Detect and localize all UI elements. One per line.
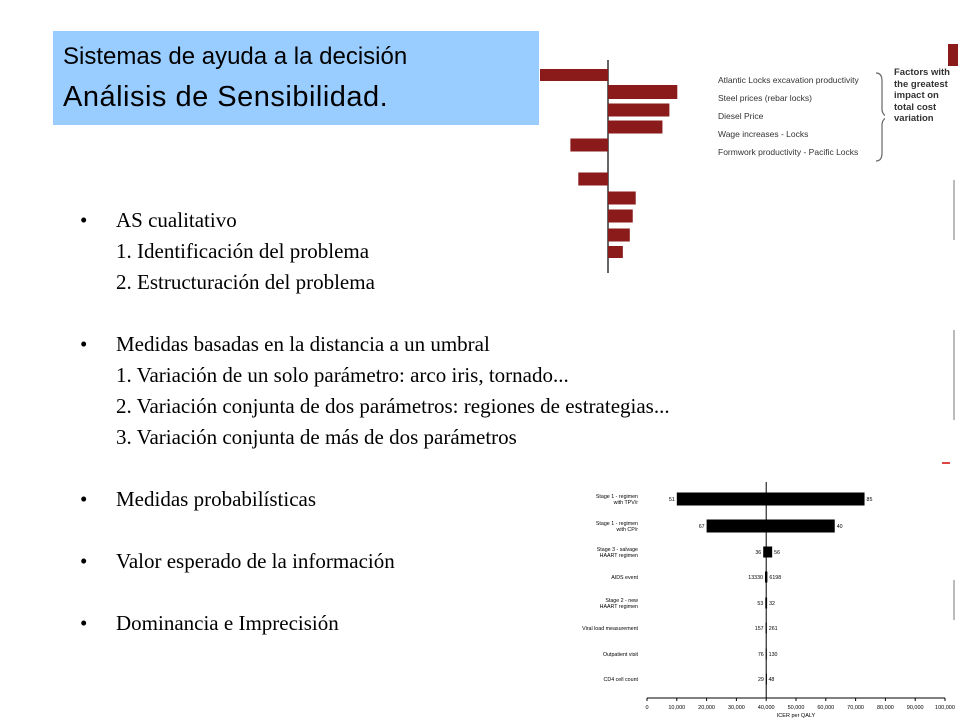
- low-value-label: 36: [755, 550, 762, 556]
- category-label: Outpatient visit: [602, 652, 638, 658]
- legend-item: Wage increases - Locks: [718, 129, 809, 139]
- bullet-symbol: •: [80, 487, 88, 511]
- slide-title: Sistemas de ayuda a la decisión: [63, 43, 408, 70]
- bullet-item: • AS cualitativo: [80, 205, 670, 236]
- tornado-chart-bottom: [535, 478, 955, 720]
- high-value-label: 85: [866, 497, 873, 503]
- tornado-bar: [578, 173, 608, 186]
- legend-item: Formwork productivity - Pacific Locks: [718, 147, 859, 157]
- high-value-label: 6198: [769, 575, 782, 581]
- tornado-bar: [765, 572, 767, 583]
- bullet-symbol: •: [80, 549, 88, 573]
- high-value-label: 130: [768, 652, 778, 658]
- tornado-bar: [766, 623, 767, 634]
- category-label: Stage 3 - salvage: [596, 547, 638, 553]
- edge-line: [953, 180, 955, 240]
- title-box: [53, 31, 539, 125]
- category-label: HAART regimen: [599, 604, 638, 610]
- high-value-label: 32: [769, 601, 776, 607]
- low-value-label: 51: [668, 497, 675, 503]
- tornado-bar: [707, 520, 835, 533]
- edge-line: [953, 330, 955, 420]
- high-value-label: 56: [774, 550, 781, 556]
- bullet-item: • Medidas basadas en la distancia a un umbral: [80, 329, 670, 360]
- sub-item: 2. Estructuración del problema: [116, 270, 375, 294]
- tornado-bar: [608, 104, 669, 117]
- x-tick-label: 20,000: [698, 705, 716, 711]
- x-tick-label: 30,000: [727, 705, 745, 711]
- x-tick-label: 80,000: [876, 705, 894, 711]
- category-label: with TPV/r: [613, 500, 638, 506]
- tornado-bar: [765, 598, 767, 609]
- tornado-bar: [540, 69, 608, 81]
- sub-item: 3. Variación conjunta de más de dos parámetros: [116, 425, 517, 449]
- category-label: Stage 2 - new: [605, 598, 638, 604]
- x-tick-label: 10,000: [668, 705, 686, 711]
- high-value-label: 40: [836, 524, 843, 530]
- x-tick-label: 0: [645, 705, 649, 711]
- x-tick-label: 90,000: [906, 705, 924, 711]
- low-value-label: 67: [698, 524, 705, 530]
- sub-item: 1. Variación de un solo parámetro: arco iris, tornado...: [116, 363, 569, 387]
- category-label: HAART regimen: [599, 553, 638, 559]
- category-label: Stage 1 - regimen: [595, 521, 638, 527]
- category-label: CD4 cell count: [603, 677, 638, 683]
- bullet-symbol: •: [80, 611, 88, 635]
- low-value-label: 76: [757, 652, 764, 658]
- tornado-bar: [677, 493, 865, 506]
- low-value-label: 29: [757, 677, 764, 683]
- low-value-label: 53: [757, 601, 764, 607]
- category-label: AIDS event: [611, 575, 638, 581]
- decorative-marker: [948, 44, 958, 66]
- tornado-bar: [608, 121, 662, 134]
- category-label: Stage 1 - regimen: [595, 494, 638, 500]
- legend-item: Diesel Price: [718, 111, 764, 121]
- tornado-bar: [608, 85, 677, 99]
- bullet-item: • Dominancia e Imprecisión: [80, 608, 670, 639]
- x-tick-label: 60,000: [817, 705, 835, 711]
- bullet-symbol: •: [80, 332, 88, 356]
- legend-note: Factors with the greatest impact on total cost variation: [894, 67, 950, 124]
- legend-item: Steel prices (rebar locks): [718, 93, 813, 103]
- low-value-label: 157: [754, 626, 764, 632]
- bullet-item: • Valor esperado de la información: [80, 546, 670, 577]
- x-tick-label: 100,000: [935, 705, 955, 711]
- top-legend: [718, 75, 860, 157]
- x-tick-label: 70,000: [847, 705, 865, 711]
- tornado-bar: [763, 547, 772, 558]
- sub-item: 1. Identificación del problema: [116, 239, 370, 263]
- high-value-label: 48: [768, 677, 775, 683]
- category-label: with CP/r: [616, 527, 638, 533]
- tornado-bar: [766, 674, 767, 685]
- sub-item: 2. Variación conjunta de dos parámetros: regiones de estrategias...: [116, 394, 670, 418]
- category-label: Viral load measurement: [582, 626, 638, 632]
- legend-brace: [876, 73, 885, 161]
- x-tick-label: 50,000: [787, 705, 805, 711]
- high-value-label: 261: [768, 626, 778, 632]
- x-axis-label: ICER per QALY: [776, 713, 816, 719]
- low-value-label: 13330: [748, 575, 764, 581]
- x-tick-label: 40,000: [757, 705, 775, 711]
- tornado-bar: [570, 139, 608, 152]
- bullet-symbol: •: [80, 208, 88, 232]
- tornado-bar: [766, 649, 767, 660]
- slide-subtitle: Análisis de Sensibilidad.: [63, 81, 389, 113]
- bullet-group: [80, 329, 670, 453]
- bullet-item: • Medidas probabilísticas: [80, 484, 670, 515]
- decorative-dash: [942, 462, 950, 464]
- bullet-group: [80, 205, 670, 298]
- legend-item: Atlantic Locks excavation productivity: [718, 75, 859, 85]
- tornado-bar: [608, 192, 636, 205]
